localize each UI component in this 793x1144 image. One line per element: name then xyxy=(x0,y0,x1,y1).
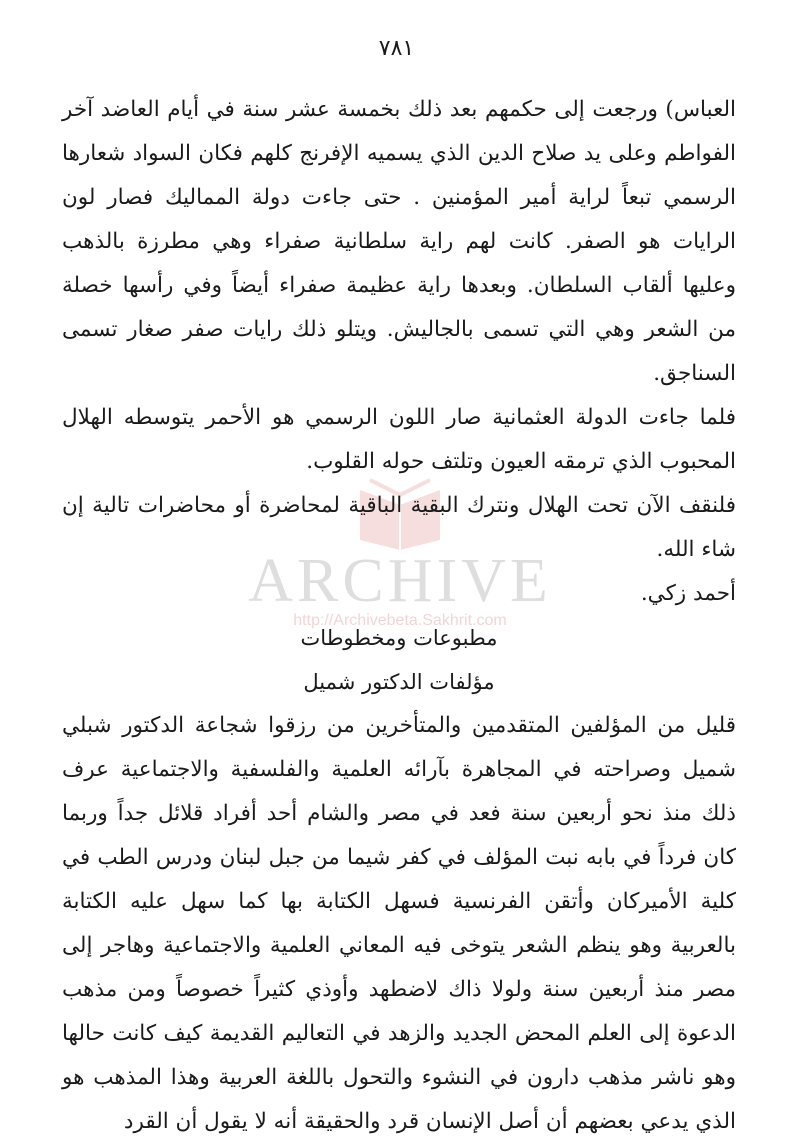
watermark-label: ARCHIVE xyxy=(248,547,552,615)
page-number: ٧٨١ xyxy=(378,36,415,61)
paragraph-shumayyil: قليل من المؤلفين المتقدمين والمتأخرين من رزقوا شجاعة الدكتور شبلي شميل وصراحته في المجاهرة بآرائه العلمية والفلسفية والاجتماعية عرف ذلك منذ نحو أربعين سنة فعد في مصر والشام أحد أفراد قلائل جداً وربما كان فرداً في بابه نبت المؤلف في كفر شيما من جبل لبنان ودرس الطب في كلية الأميركان وأتقن الفرنسية فسهل الكتابة بها كما سهل عليه الكتابة بالعربية وهو ينظم الشعر يتوخى فيه المعاني العلمية والاجتماعية وهاجر إلى مصر منذ أربعين سنة ولولا ذاك لاضطهد وأوذي كثيراً خصوصاً ومن مذهب الدعوة إلى العلم المحض الجديد والزهد في التعاليم القديمة كيف كانت حالها وهو ناشر مذهب دارون في النشوء والتحول باللغة العربية وهذا المذهب هو الذي يدعي بعضهم أن أصل الإنسان قرد والحقيقة أنه لا يقول أن القرد xyxy=(62,713,736,1134)
author-signature: أحمد زكي. xyxy=(640,581,736,606)
paragraph-ottoman: فلما جاءت الدولة العثمانية صار اللون الرسمي هو الأحمر يتوسطه الهلال المحبوب الذي ترمقه العيون وتلتف حوله القلوب. xyxy=(62,405,736,474)
watermark-url: http://Archivebeta.Sakhrit.com xyxy=(293,612,507,629)
page-content xyxy=(62,88,736,1144)
section-heading: مطبوعات ومخطوطات xyxy=(300,626,498,650)
section-subheading: مؤلفات الدكتور شميل xyxy=(303,670,495,694)
paragraph-flags-history: العباس) ورجعت إلى حكمهم بعد ذلك بخمسة عشر سنة في أيام العاضد آخر الفواطم وعلى يد صلاح الدين الذي يسميه الإفرنج كلهم فكان السواد شعارها الرسمي تبعاً لراية أمير المؤمنين . حتى جاءت دولة المماليك فصار لون الرايات هو الصفر. كانت لهم راية سلطانية صفراء وهي مطرزة بالذهب وعليها ألقاب السلطان. وبعدها راية عظيمة صفراء أيضاً وفي رأسها خصلة من الشعر وهي التي تسمى بالجاليش. ويتلو ذلك رايات صفر صغار تسمى السناجق. xyxy=(62,97,736,386)
paragraph-closing: فلنقف الآن تحت الهلال ونترك البقية الباقية لمحاضرة أو محاضرات تالية إن شاء الله. xyxy=(62,493,736,562)
